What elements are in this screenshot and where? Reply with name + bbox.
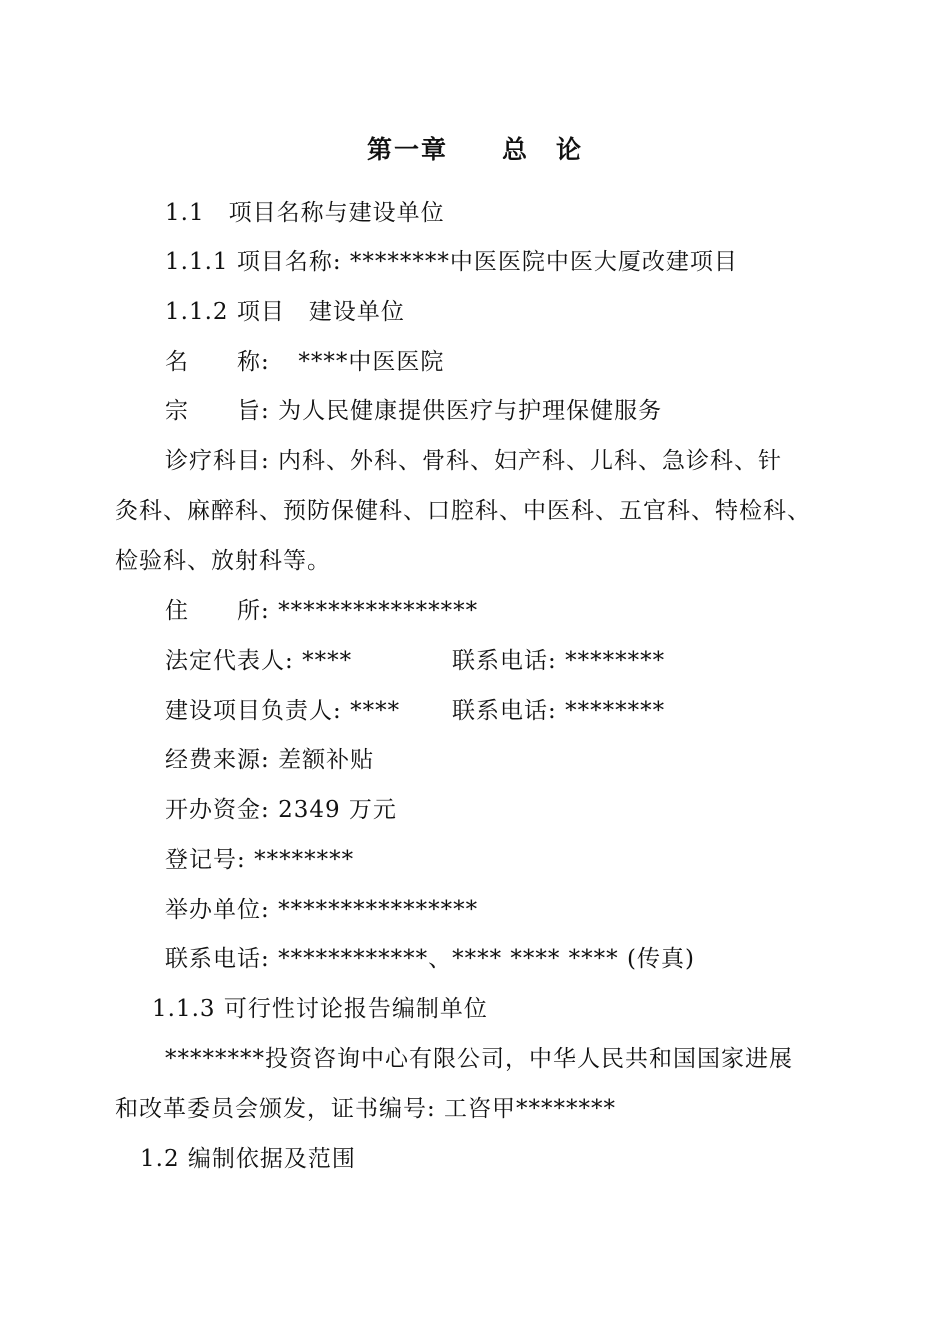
legal-rep-value: **** [302,648,353,674]
registration-value: ******** [254,847,355,873]
departments-line-2: 灸科、麻醉科、预防保健科、口腔科、中医科、五官科、特检科、 [115,498,811,524]
project-name-value: ********中医医院中医大厦改建项目 [349,249,738,275]
funding-label: 经费来源: [165,747,270,773]
project-lead-value: **** [350,698,401,724]
address-label: 住 所: [165,598,270,624]
section-heading-1-1-3: 1.1.3 可行性讨论报告编制单位 [152,996,488,1022]
project-lead-phone-value: ******** [565,698,666,724]
unit-name-row [165,347,444,377]
departments-line-1: 诊疗科目: 内科、外科、骨科、妇产科、儿科、急诊科、针 [165,448,783,474]
funding-value: 差额补贴 [278,747,375,773]
funding-row [165,745,374,775]
sponsor-label: 举办单位: [165,897,270,923]
capital-row [165,795,397,825]
project-lead-phone [452,696,665,726]
purpose-row [165,396,662,426]
address-value: **************** [278,598,479,624]
legal-rep-phone-label: 联系电话: [452,648,557,674]
capital-label: 开办资金: [165,797,270,823]
project-lead-phone-label: 联系电话: [452,698,557,724]
preparer-line-1: ********投资咨询中心有限公司，中华人民共和国国家进展 [165,1046,793,1072]
project-lead-label: 建设项目负责人: [165,698,342,724]
registration-row [165,845,354,875]
unit-name-label: 名 称: [165,349,270,375]
purpose-value: 为人民健康提供医疗与护理保健服务 [278,398,663,424]
address-row [165,596,478,626]
sponsor-row [165,895,478,925]
contact-row [165,944,695,974]
section-heading-1-2: 1.2 编制依据及范围 [140,1146,356,1172]
section-heading-1-1: 1.1 项目名称与建设单位 [165,200,445,226]
chapter-title: 第一章 总 论 [366,135,583,164]
legal-rep-label: 法定代表人: [165,648,294,674]
capital-value: 2349 万元 [278,797,397,823]
project-name-row [165,247,738,277]
departments-line-3: 检验科、放射科等。 [115,548,331,574]
legal-rep-phone [452,646,665,676]
legal-rep-phone-value: ******** [565,648,666,674]
contact-value: ************、**** **** **** (传真) [278,946,695,972]
registration-label: 登记号: [165,847,246,873]
unit-name-value: ****中医医院 [298,349,445,375]
preparer-line-2: 和改革委员会颁发，证书编号: 工咨甲******** [115,1096,617,1122]
legal-rep-row [165,646,352,676]
purpose-label: 宗 旨: [165,398,270,424]
sponsor-value: **************** [278,897,479,923]
contact-label: 联系电话: [165,946,270,972]
section-heading-1-1-2: 1.1.2 项目 建设单位 [165,299,405,325]
project-lead-row [165,696,400,726]
project-name-label: 1.1.1 项目名称: [165,249,342,275]
